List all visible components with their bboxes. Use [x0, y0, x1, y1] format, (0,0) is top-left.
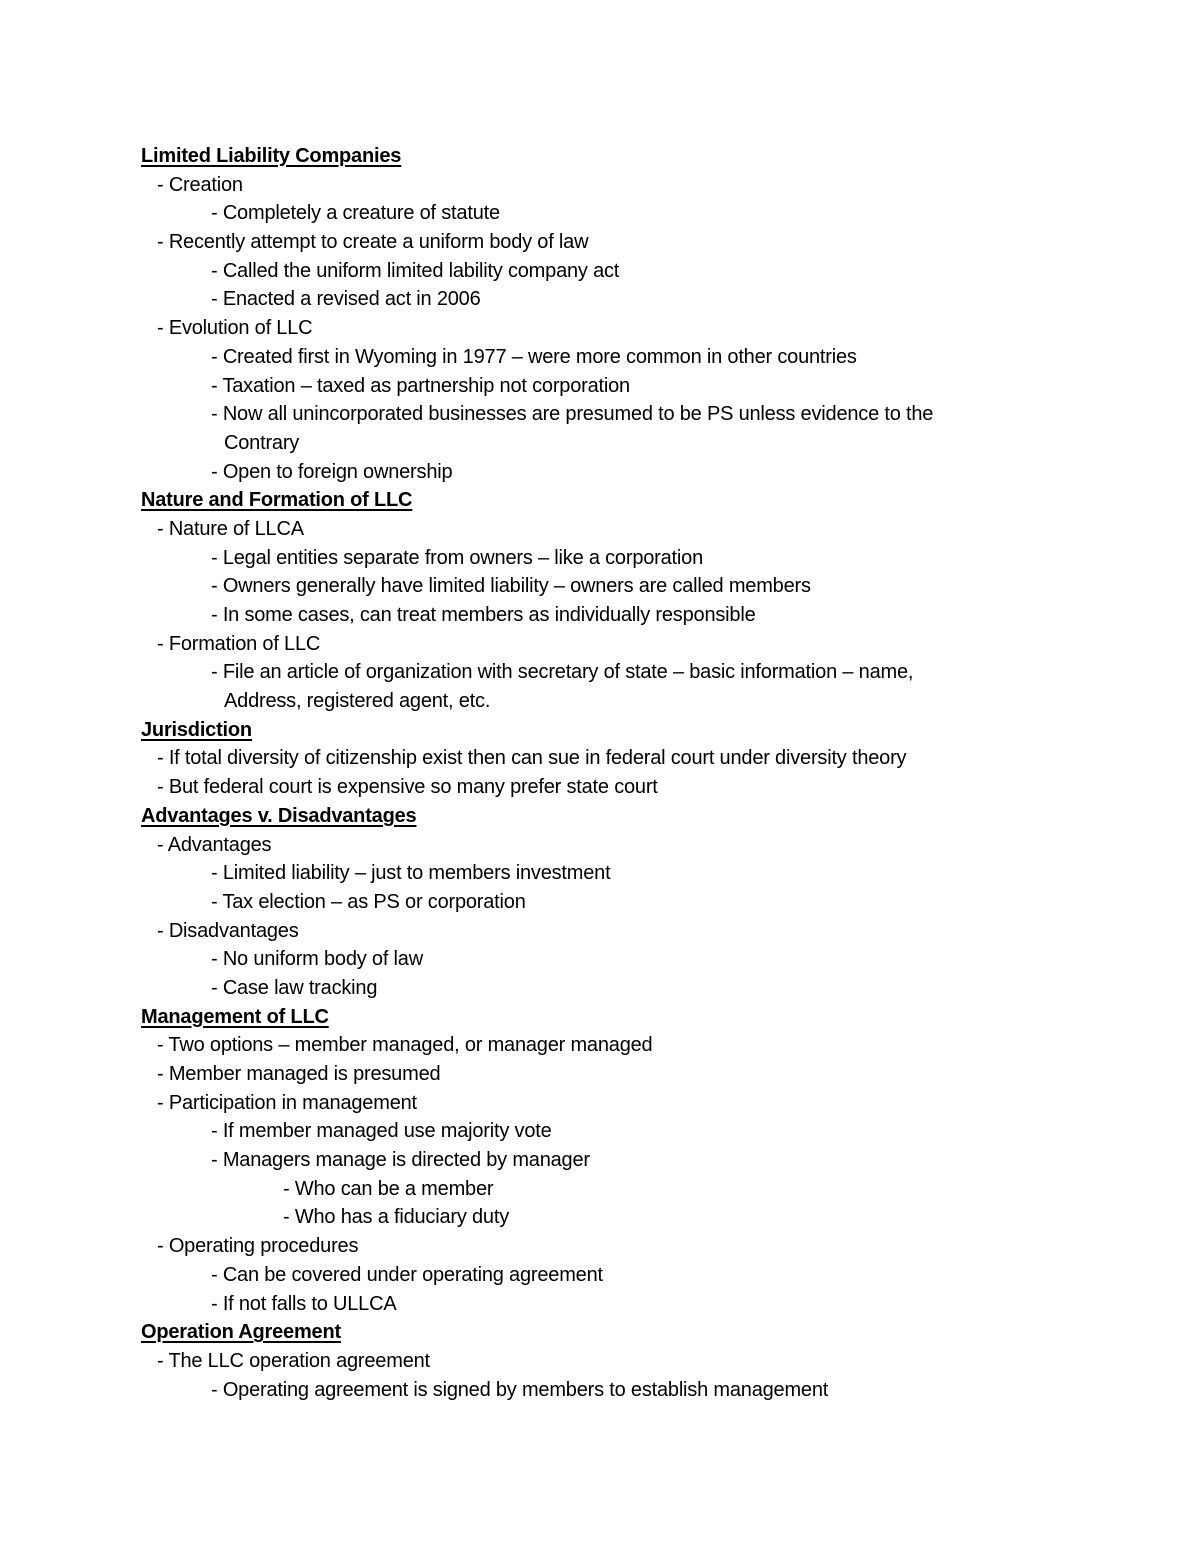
outline-item-level-2: - Now all unincorporated businesses are presumed to be PS unless evidence to the: [211, 403, 934, 426]
outline-item-level-2: - Owners generally have limited liability – owners are called members: [211, 575, 811, 598]
section-heading: Nature and Formation of LLC: [141, 489, 413, 512]
outline-item-level-2: - If not falls to ULLCA: [211, 1292, 397, 1315]
outline-item-level-2: - File an article of organization with secretary of state – basic information – name,: [211, 661, 914, 684]
outline-item-level-2: - Taxation – taxed as partnership not corporation: [211, 374, 630, 397]
section-heading: Management of LLC: [141, 1005, 329, 1028]
outline-item-level-2: - Legal entities separate from owners – like a corporation: [211, 546, 703, 569]
section-heading: Advantages v. Disadvantages: [141, 804, 417, 827]
section-heading: Jurisdiction: [141, 718, 252, 741]
outline-item-level-2: - Completely a creature of statute: [211, 202, 500, 225]
outline-item-continuation: Address, registered agent, etc.: [224, 690, 491, 713]
section-heading-line: [141, 1003, 1141, 1032]
outline-item-level-1: - Participation in management: [157, 1091, 417, 1114]
outline-item-level-1: - Recently attempt to create a uniform body of law: [157, 231, 589, 254]
section-heading: Operation Agreement: [141, 1321, 341, 1344]
section-heading-line: [141, 1318, 1141, 1347]
outline-item-level-2: - If member managed use majority vote: [211, 1120, 552, 1143]
outline-item-level-2: - Tax election – as PS or corporation: [211, 890, 526, 913]
section-heading-line: [141, 142, 1141, 171]
outline-item-level-1: - Evolution of LLC: [157, 317, 313, 340]
outline-item-level-2: - Limited liability – just to members investment: [211, 862, 611, 885]
outline-item-level-1: - Disadvantages: [157, 919, 299, 942]
outline-item-level-2: - In some cases, can treat members as individually responsible: [211, 604, 756, 626]
outline-item-level-2: - Open to foreign ownership: [211, 460, 453, 483]
outline-item-level-2: - Operating agreement is signed by members to establish management: [211, 1378, 829, 1401]
outline-item-level-1: - Creation: [157, 173, 243, 196]
section-heading: Limited Liability Companies: [141, 145, 402, 167]
outline-item-level-3: - Who has a fiduciary duty: [283, 1206, 510, 1229]
outline-item-level-1: - Member managed is presumed: [157, 1063, 441, 1085]
outline-item-level-2: - Managers manage is directed by manager: [211, 1149, 590, 1172]
outline-item-level-2: - Can be covered under operating agreement: [211, 1263, 603, 1286]
outline-item-level-3: - Who can be a member: [283, 1177, 494, 1200]
section-heading-line: [141, 802, 1141, 831]
outline-item-level-1: - But federal court is expensive so many prefer state court: [157, 776, 658, 799]
outline-item-continuation: Contrary: [224, 431, 300, 454]
outline-item-level-1: - Formation of LLC: [157, 632, 321, 655]
outline-notes: [141, 142, 1141, 1404]
section-heading-line: [141, 486, 1141, 515]
outline-item-level-1: - Nature of LLCA: [157, 517, 304, 540]
outline-item-level-1: - Two options – member managed, or manager managed: [157, 1034, 653, 1057]
outline-item-level-1: - Operating procedures: [157, 1235, 359, 1258]
outline-item-level-2: - Created first in Wyoming in 1977 – were more common in other countries: [211, 345, 857, 368]
outline-item-level-1: - If total diversity of citizenship exist then can sue in federal court under diversity theory: [157, 747, 907, 770]
outline-item-level-2: - Case law tracking: [211, 976, 378, 999]
outline-item-level-1: - Advantages: [157, 833, 272, 856]
outline-item-level-1: - The LLC operation agreement: [157, 1349, 430, 1372]
section-heading-line: [141, 716, 1141, 745]
outline-item-level-2: - Called the uniform limited lability company act: [211, 259, 620, 282]
outline-item-level-2: - No uniform body of law: [211, 948, 423, 971]
outline-item-level-2: - Enacted a revised act in 2006: [211, 288, 481, 311]
